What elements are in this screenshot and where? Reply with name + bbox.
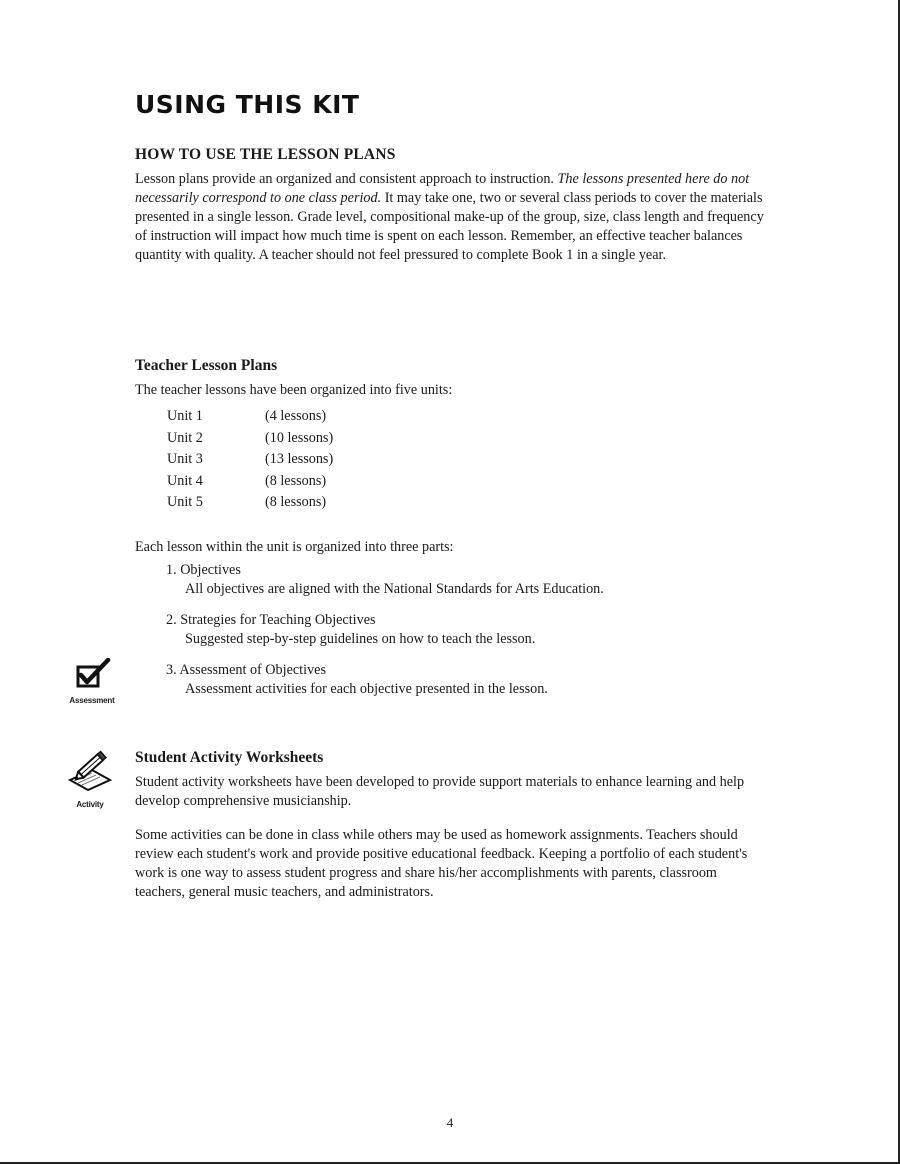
- unit-lessons: (8 lessons): [265, 494, 327, 510]
- part-strategies: [166, 611, 535, 649]
- unit-name: Unit 1: [167, 408, 203, 424]
- assessment-label: Assessment: [69, 696, 115, 705]
- unit-lessons: (10 lessons): [265, 429, 334, 446]
- part-description: All objectives are aligned with the National Standards for Arts Education.: [185, 581, 604, 597]
- list-item: [167, 428, 333, 450]
- units-list: [167, 406, 333, 514]
- checkbox-check-icon: [70, 658, 114, 690]
- list-item: [167, 449, 333, 471]
- unit-name: Unit 3: [167, 451, 203, 467]
- page-title: USING THIS KIT: [135, 90, 360, 119]
- part-objectives: [166, 561, 604, 599]
- parts-intro: Each lesson within the unit is organized into three parts:: [135, 539, 454, 555]
- part-assessment: [166, 661, 548, 699]
- intro-text-end: It may take one, two or several class periods to cover the materials presented in a single lesson. Grade level, compositional make-up of the group, size, class length and frequency of instruction will impact how much time is spent on each lesson. Remember, an effective teacher balances quantity with quality. A teacher should not feel pressured to complete Book 1 in a single year.: [135, 190, 764, 263]
- student-worksheets-para2: Some activities can be done in class while others may be used as homework assignments. Teachers should review each student's work and provide positive educational feedback. Keeping a portfolio of each student's work is one way to assess student progress and share his/her accomplishments with parents, classroom teachers, general music teachers, and administrators.: [135, 827, 748, 900]
- part-title: 3. Assessment of Objectives: [166, 662, 326, 678]
- list-item: [167, 471, 333, 493]
- units-intro: The teacher lessons have been organized into five units:: [135, 382, 453, 398]
- lesson-plans-heading: HOW TO USE THE LESSON PLANS: [135, 146, 396, 163]
- unit-lessons: (8 lessons): [265, 472, 327, 489]
- student-worksheets-heading: Student Activity Worksheets: [135, 749, 324, 766]
- pencil-paper-icon: [66, 748, 114, 794]
- student-worksheets-para1: Student activity worksheets have been developed to provide support materials to enhance learning and help develop comprehensive musicianship.: [135, 774, 745, 809]
- part-description: Suggested step-by-step guidelines on how to teach the lesson.: [185, 631, 536, 647]
- lesson-plans-intro: [135, 170, 765, 265]
- unit-lessons: (4 lessons): [265, 408, 327, 424]
- activity-label: Activity: [76, 800, 104, 809]
- unit-name: Unit 5: [167, 494, 203, 510]
- unit-lessons: (13 lessons): [265, 451, 334, 467]
- intro-text-start: Lesson plans provide an organized and consistent approach to instruction.: [135, 171, 558, 187]
- list-item: [167, 492, 333, 514]
- assessment-badge: [66, 658, 118, 705]
- part-description: Assessment activities for each objective presented in the lesson.: [185, 681, 548, 697]
- part-title: 1. Objectives: [166, 562, 241, 578]
- page-number: 4: [446, 1115, 454, 1130]
- intro-italic-note: The lessons presented here do not necessarily correspond to one class period.: [135, 171, 750, 206]
- unit-name: Unit 2: [167, 429, 203, 446]
- activity-badge: [64, 748, 116, 809]
- teacher-lesson-plans-heading: Teacher Lesson Plans: [135, 357, 278, 374]
- part-title: 2. Strategies for Teaching Objectives: [166, 612, 376, 628]
- list-item: [167, 406, 333, 428]
- unit-name: Unit 4: [167, 472, 203, 489]
